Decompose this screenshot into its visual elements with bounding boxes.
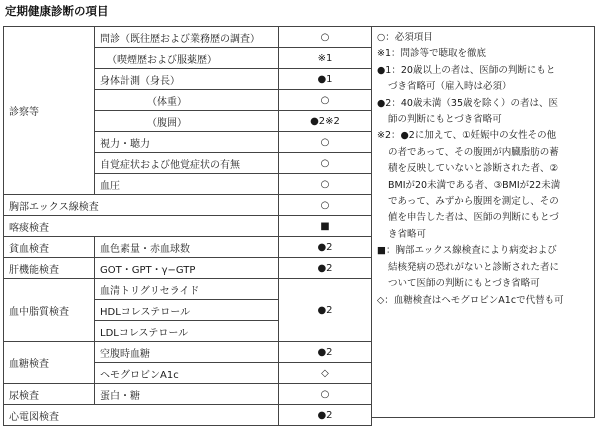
category-shinsatsu: 診察等	[4, 27, 95, 195]
note-line: ついて医師の判断にもとづき省略可	[388, 278, 540, 290]
category-ecg: 心電図検査	[4, 405, 279, 426]
category-glucose: 血糖検査	[4, 342, 95, 384]
mark-cell: ●2	[279, 237, 372, 258]
note-line: の者であって、その腹囲が内臓脂肪の蓄	[388, 146, 559, 158]
table-row	[4, 405, 372, 426]
mark-cell: ●2	[279, 279, 372, 342]
item-cell: 血色素量・赤血球数	[95, 237, 279, 258]
item-cell: GOT・GPT・γ−GTP	[95, 258, 279, 279]
note-line: であって、みずから腹囲を測定し、その	[388, 196, 559, 208]
mark-cell: ○	[279, 195, 372, 216]
notes-panel	[371, 26, 595, 418]
table-row	[4, 342, 372, 363]
note-line: ※2：●2に加えて、①妊娠中の女性その他	[377, 130, 557, 142]
mark-cell: ○	[279, 132, 372, 153]
item-cell: （腹囲）	[95, 111, 279, 132]
item-cell: （体重）	[95, 90, 279, 111]
note-line: ※1：問診等で聴取を徹底	[377, 48, 487, 60]
table-row	[4, 195, 372, 216]
mark-cell: ●1	[279, 69, 372, 90]
note-line: 値を申告した者は、医師の判断にもとづ	[388, 212, 559, 224]
item-cell: 自覚症状および他覚症状の有無	[95, 153, 279, 174]
note-line: き省略可	[388, 228, 427, 240]
page-title: 定期健康診断の項目	[5, 4, 109, 18]
item-cell: 血圧	[95, 174, 279, 195]
table-row	[4, 237, 372, 258]
table-row	[4, 279, 372, 300]
item-cell: （喫煙歴および服薬歴）	[95, 48, 279, 69]
note-line: BMIが20未満である者、③BMIが22未満	[388, 179, 561, 191]
category-sputum: 喀痰検査	[4, 216, 279, 237]
mark-cell: ○	[279, 90, 372, 111]
note-line: ●2：40歳未満（35歳を除く）の者は、医	[377, 97, 559, 109]
note-line: 師の判断にもとづき省略可	[388, 114, 502, 126]
item-cell: 身体計測（身長）	[95, 69, 279, 90]
health-check-table	[3, 26, 372, 426]
item-cell: HDLコレステロール	[95, 300, 279, 321]
item-cell: 血清トリグリセライド	[95, 279, 279, 300]
note-line: ◇：血糖検査はヘモグロビンA1cで代替も可	[377, 294, 564, 306]
note-line: づき省略可（雇入時は必須）	[388, 81, 512, 93]
note-line: ●1：20歳以上の者は、医師の判断にもと	[377, 64, 556, 76]
mark-cell: ○	[279, 153, 372, 174]
category-lipid: 血中脂質検査	[4, 279, 95, 342]
item-cell: LDLコレステロール	[95, 321, 279, 342]
table-row	[4, 216, 372, 237]
note-line: ○：必須項目	[377, 32, 433, 43]
category-liver: 肝機能検査	[4, 258, 95, 279]
note-line: 積を反映していないと診断された者、②	[388, 163, 559, 175]
table-row	[4, 258, 372, 279]
category-urine: 尿検査	[4, 384, 95, 405]
mark-cell: ■	[279, 216, 372, 237]
item-cell: ヘモグロビンA1c	[95, 363, 279, 384]
mark-cell: ●2	[279, 405, 372, 426]
category-anemia: 貧血検査	[4, 237, 95, 258]
mark-cell: ○	[279, 27, 372, 48]
table-row	[4, 384, 372, 405]
category-chest-xray: 胸部エックス線検査	[4, 195, 279, 216]
item-cell: 問診（既往歴および業務歴の調査）	[95, 27, 279, 48]
mark-cell: ●2	[279, 342, 372, 363]
note-line: ■：胸部エックス線検査により病変および	[377, 245, 557, 257]
mark-cell: ●2※2	[279, 111, 372, 132]
mark-cell: ●2	[279, 258, 372, 279]
mark-cell: ○	[279, 174, 372, 195]
item-cell: 蛋白・糖	[95, 384, 279, 405]
table-row	[4, 27, 372, 48]
item-cell: 視力・聴力	[95, 132, 279, 153]
item-cell: 空腹時血糖	[95, 342, 279, 363]
mark-cell: ※1	[279, 48, 372, 69]
mark-cell: ○	[279, 384, 372, 405]
note-line: 結核発病の恐れがないと診断された者に	[388, 261, 560, 273]
mark-cell: ◇	[279, 363, 372, 384]
